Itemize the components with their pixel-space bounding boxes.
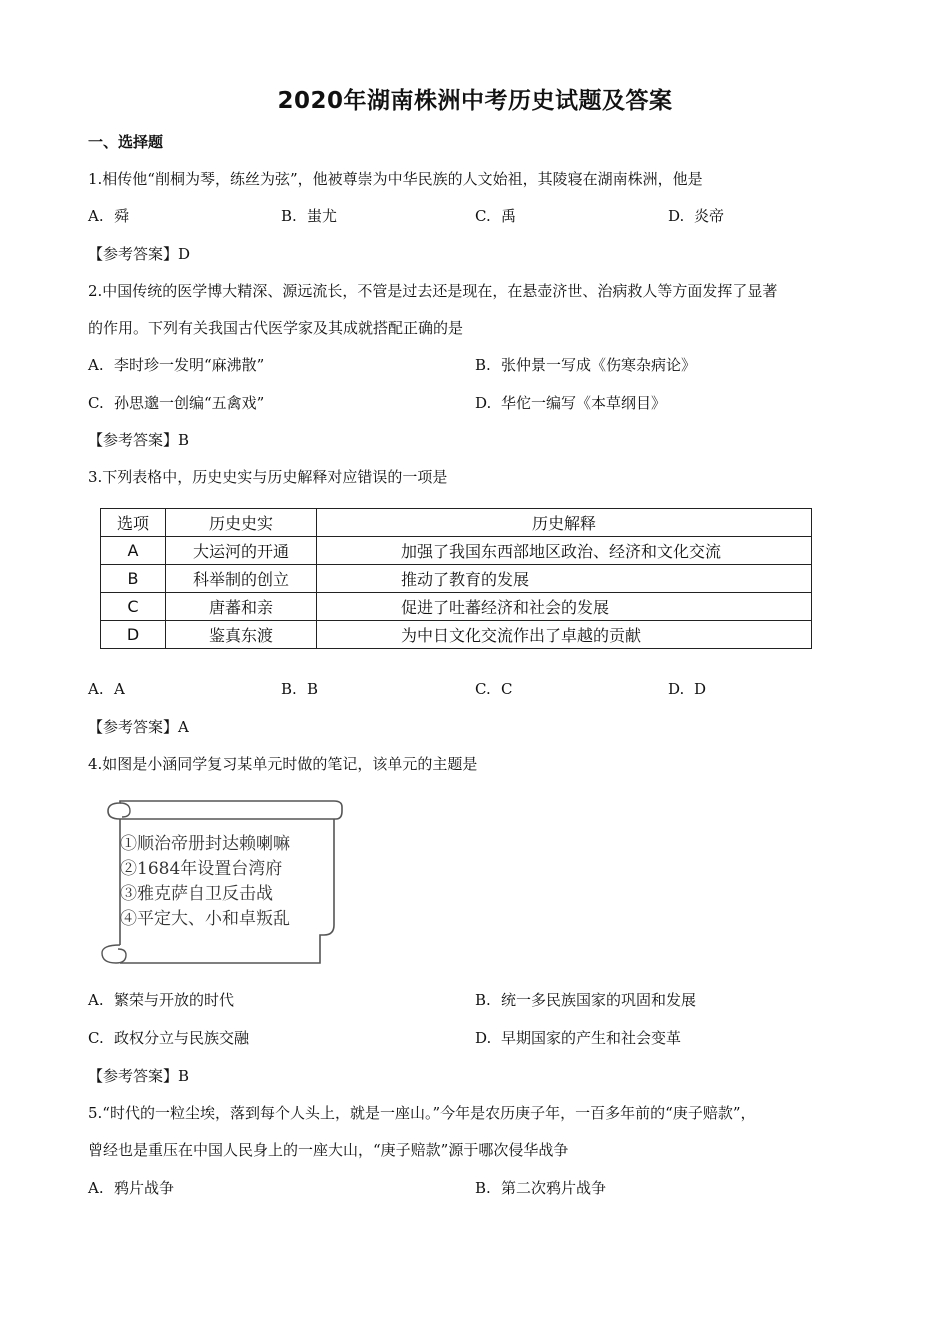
table-row xyxy=(101,621,812,649)
q4-option-b[interactable]: B. 统一多民族国家的巩固和发展 xyxy=(475,991,697,1009)
q4-stem: 4.如图是小涵同学复习某单元时做的笔记，该单元的主题是 xyxy=(88,755,478,773)
q3-option-c[interactable]: C. C xyxy=(475,680,513,698)
q4-answer: 【参考答案】B xyxy=(88,1067,190,1085)
table-header-fact: 历史史实 xyxy=(166,509,317,537)
table-cell: 唐蕃和亲 xyxy=(166,593,317,621)
table-row xyxy=(101,565,812,593)
table-cell: 鉴真东渡 xyxy=(166,621,317,649)
table-cell: 科举制的创立 xyxy=(166,565,317,593)
note-line-2: ②1684年设置台湾府 xyxy=(120,859,283,879)
table-header-option: 选项 xyxy=(101,509,166,537)
q3-option-b[interactable]: B. B xyxy=(281,680,319,698)
q1-stem: 1.相传他“削桐为琴，练丝为弦”，他被尊崇为中华民族的人文始祖，其陵寝在湖南株洲，他是 xyxy=(88,170,703,188)
table-row xyxy=(101,537,812,565)
q5-stem-line2: 曾经也是重压在中国人民身上的一座大山，“庚子赔款”源于哪次侵华战争 xyxy=(88,1141,569,1159)
q1-answer: 【参考答案】D xyxy=(88,245,191,263)
note-line-1: ①顺治帝册封达赖喇嘛 xyxy=(120,834,290,854)
q4-option-a[interactable]: A. 繁荣与开放的时代 xyxy=(88,991,235,1009)
q2-option-b[interactable]: B. 张仲景一写成《伤寒杂病论》 xyxy=(475,356,697,374)
q5-stem-line1: 5.“时代的一粒尘埃，落到每个人头上，就是一座山。”今年是农历庚子年，一百多年前的“庚子赔款”， xyxy=(88,1104,756,1122)
table-cell: A xyxy=(101,537,166,565)
q2-answer: 【参考答案】B xyxy=(88,431,190,449)
q2-option-c[interactable]: C. 孙思邈一创编“五禽戏” xyxy=(88,394,265,412)
table-cell: 促进了吐蕃经济和社会的发展 xyxy=(317,593,812,621)
table-header-row xyxy=(101,509,812,537)
q4-option-c[interactable]: C. 政权分立与民族交融 xyxy=(88,1029,250,1047)
table-cell: C xyxy=(101,593,166,621)
table-cell: D xyxy=(101,621,166,649)
note-line-4: ④平定大、小和卓叛乱 xyxy=(120,909,290,929)
q2-option-d[interactable]: D. 华佗一编写《本草纲目》 xyxy=(475,394,667,412)
table-row xyxy=(101,593,812,621)
table-cell: 推动了教育的发展 xyxy=(317,565,812,593)
q1-option-a[interactable]: A. 舜 xyxy=(88,207,130,225)
q1-option-d[interactable]: D. 炎帝 xyxy=(668,207,725,225)
section-heading: 一、选择题 xyxy=(88,133,164,151)
q3-answer: 【参考答案】A xyxy=(88,718,189,736)
q3-stem: 3.下列表格中，历史史实与历史解释对应错误的一项是 xyxy=(88,468,448,486)
q4-option-d[interactable]: D. 早期国家的产生和社会变革 xyxy=(475,1029,682,1047)
q1-option-b[interactable]: B. 蚩尤 xyxy=(281,207,338,225)
table-cell: 为中日文化交流作出了卓越的贡献 xyxy=(317,621,812,649)
history-table xyxy=(100,508,812,649)
table-cell: B xyxy=(101,565,166,593)
table-header-explanation: 历史解释 xyxy=(317,509,812,537)
table-cell: 加强了我国东西部地区政治、经济和文化交流 xyxy=(317,537,812,565)
q1-option-c[interactable]: C. 禹 xyxy=(475,207,517,225)
note-line-3: ③雅克萨自卫反击战 xyxy=(120,884,273,904)
q2-stem-line2: 的作用。下列有关我国古代医学家及其成就搭配正确的是 xyxy=(88,319,464,337)
page-title: 2020年湖南株洲中考历史试题及答案 xyxy=(277,88,673,114)
q2-stem-line1: 2.中国传统的医学博大精深、源远流长，不管是过去还是现在，在悬壶济世、治病救人等方面发挥了显著 xyxy=(88,282,778,300)
table-cell: 大运河的开通 xyxy=(166,537,317,565)
q3-option-a[interactable]: A. A xyxy=(88,680,125,698)
q5-option-b[interactable]: B. 第二次鸦片战争 xyxy=(475,1179,607,1197)
q5-option-a[interactable]: A. 鸦片战争 xyxy=(88,1179,175,1197)
q3-option-d[interactable]: D. D xyxy=(668,680,707,698)
q2-option-a[interactable]: A. 李时珍一发明“麻沸散” xyxy=(88,356,265,374)
scroll-note-illustration xyxy=(98,795,343,967)
